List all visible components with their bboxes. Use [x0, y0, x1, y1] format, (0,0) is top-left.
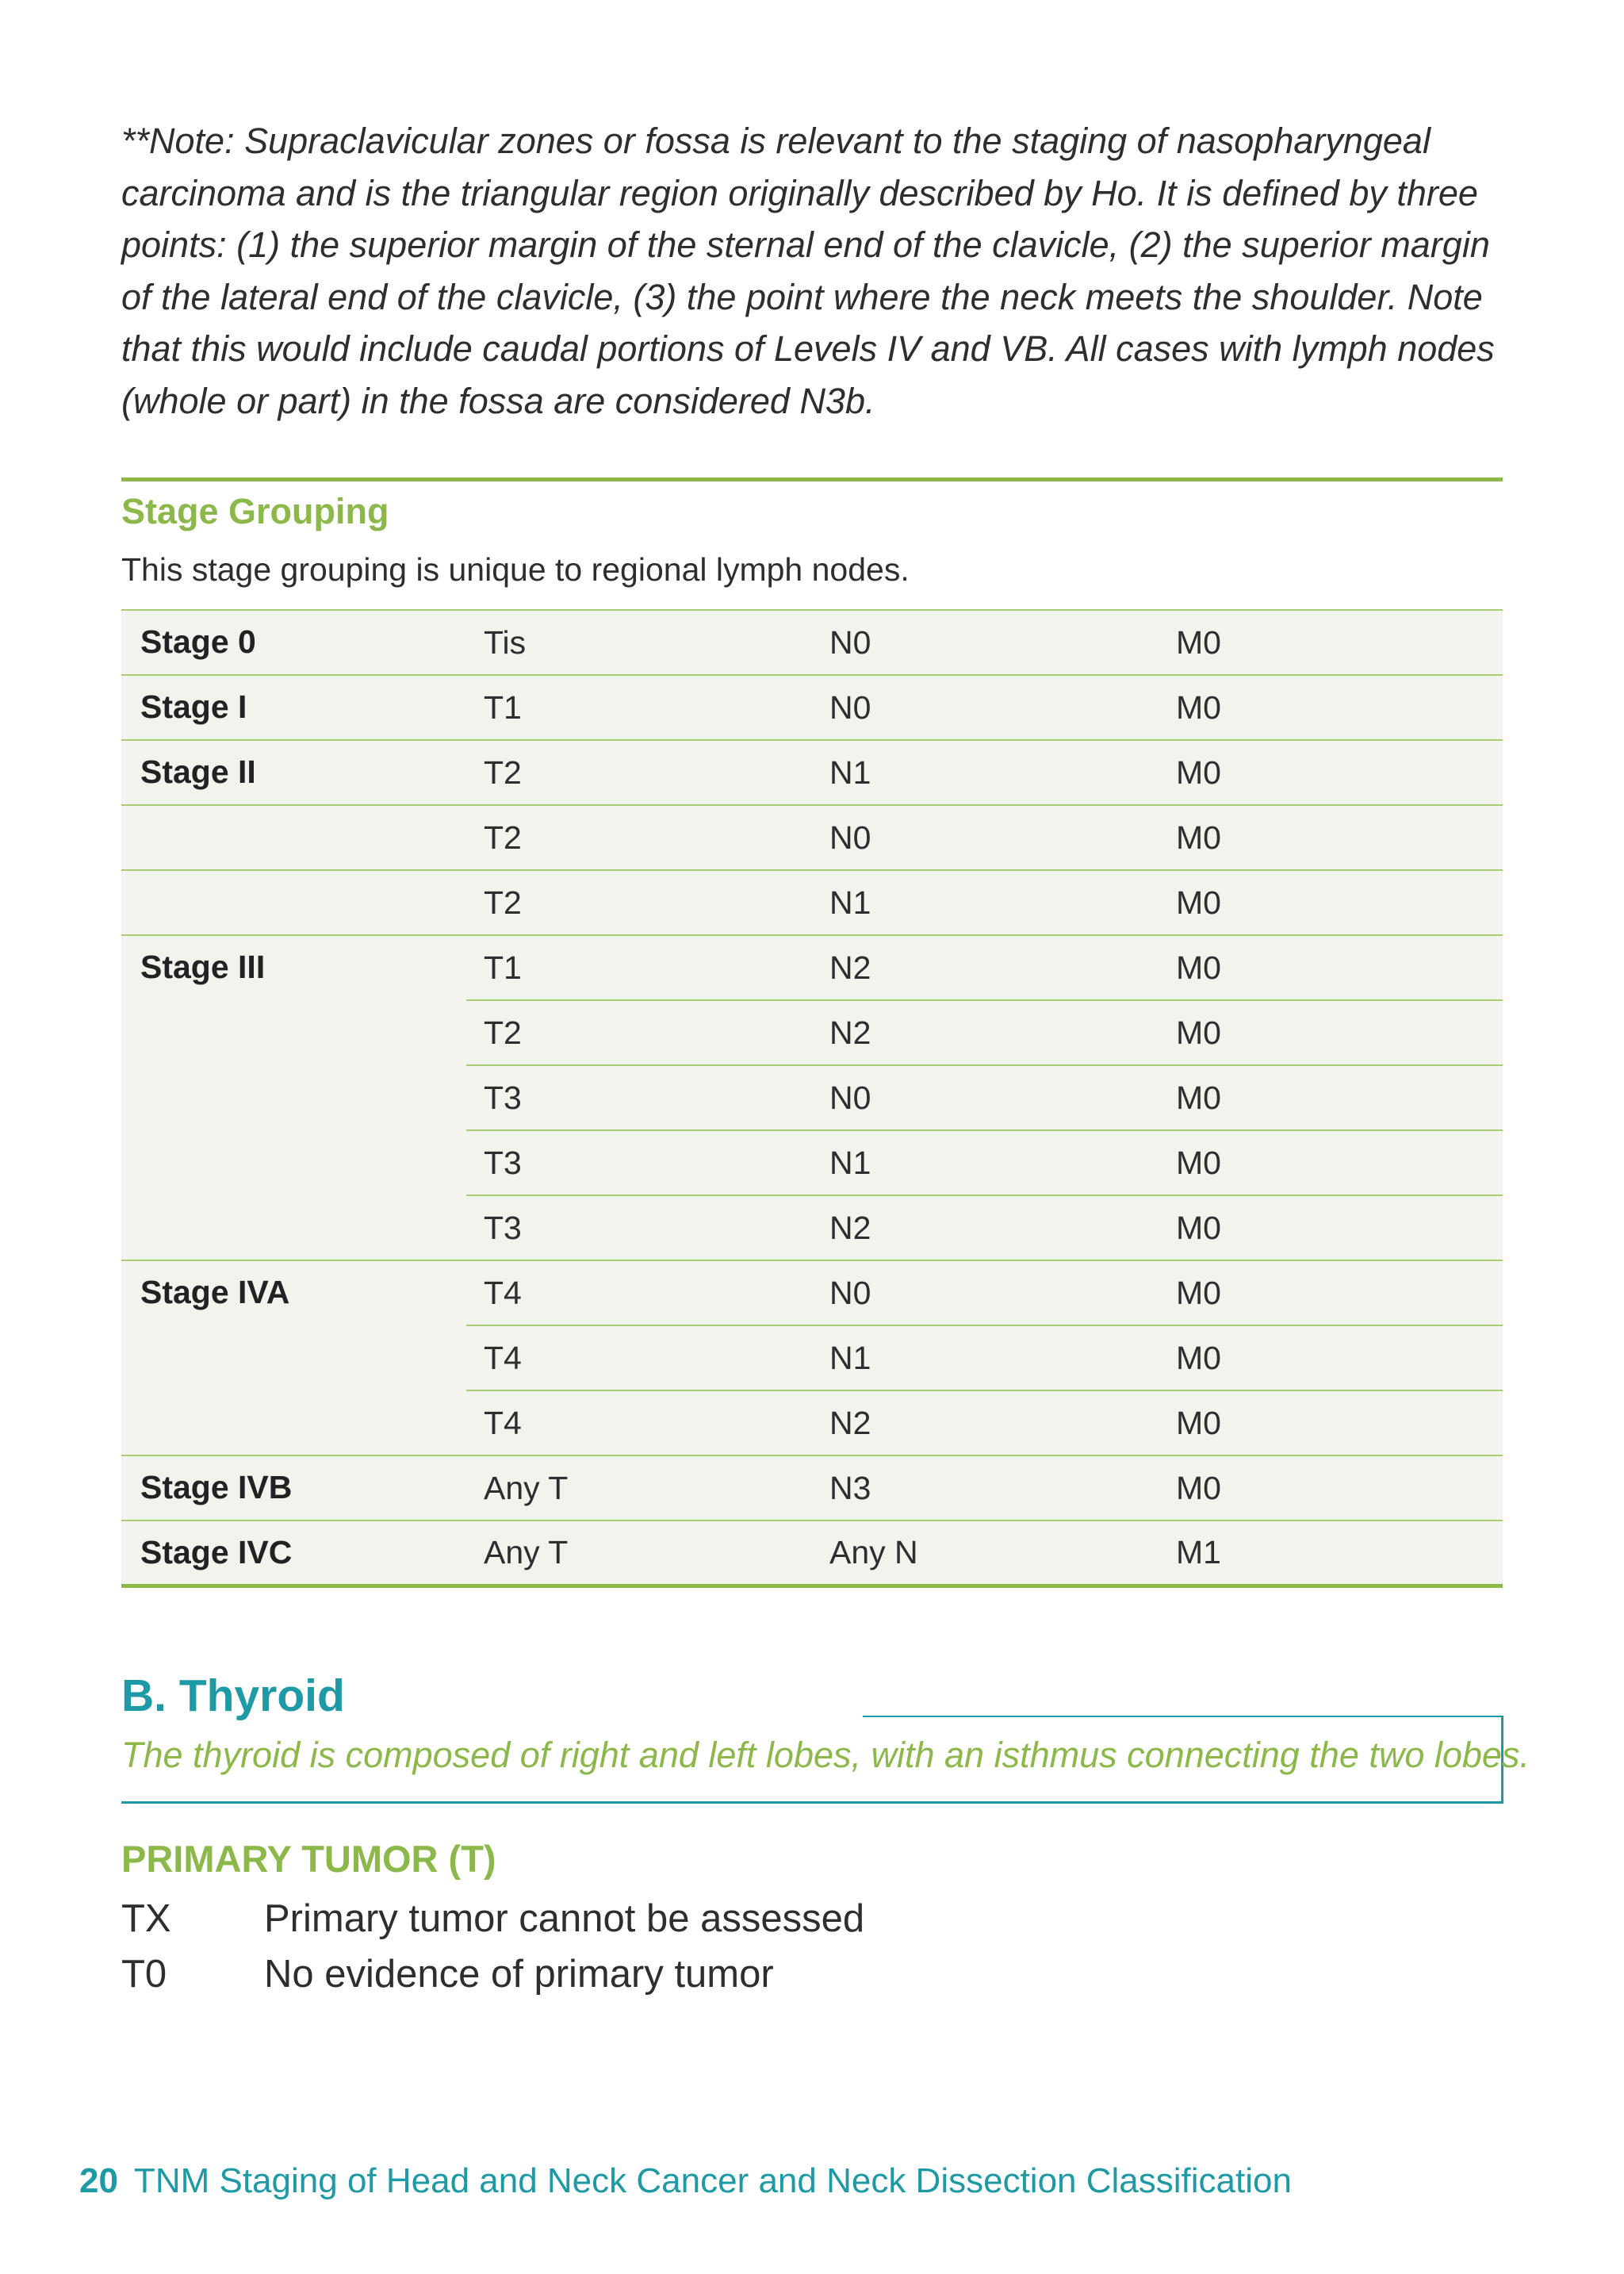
m-cell: M0 — [1159, 935, 1503, 1000]
m-cell: M0 — [1159, 1455, 1503, 1520]
table-row — [121, 1000, 1503, 1065]
n-cell: Any N — [812, 1520, 1159, 1586]
t-cell: T2 — [466, 870, 812, 935]
stage-cell: Stage I — [121, 675, 466, 740]
t-cell: Any T — [466, 1455, 812, 1520]
n-cell: N0 — [812, 1260, 1159, 1325]
tumor-definition: Primary tumor cannot be assessed — [264, 1897, 865, 1940]
stage-cell — [121, 1390, 466, 1455]
page-footer — [79, 2156, 1292, 2207]
t-cell: T3 — [466, 1195, 812, 1260]
t-cell: T2 — [466, 805, 812, 870]
stage-cell: Stage 0 — [121, 610, 466, 675]
stage-cell — [121, 1065, 466, 1130]
table-row — [121, 675, 1503, 740]
t-cell: T4 — [466, 1260, 812, 1325]
stage-cell — [121, 805, 466, 870]
table-row — [121, 1455, 1503, 1520]
note-line: points: (1) the superior margin of the sternal end of the clavicle, (2) the superior margin — [121, 224, 1490, 265]
t-cell: T3 — [466, 1130, 812, 1195]
table-row — [121, 1260, 1503, 1325]
m-cell: M0 — [1159, 1390, 1503, 1455]
t-cell: T3 — [466, 1065, 812, 1130]
m-cell: M0 — [1159, 1065, 1503, 1130]
n-cell: N0 — [812, 1065, 1159, 1130]
m-cell: M0 — [1159, 870, 1503, 935]
m-cell: M0 — [1159, 1130, 1503, 1195]
stage-cell: Stage IVA — [121, 1260, 466, 1325]
m-cell: M0 — [1159, 805, 1503, 870]
book-title: TNM Staging of Head and Neck Cancer and Neck Dissection Classification — [133, 2161, 1292, 2200]
n-cell: N1 — [812, 870, 1159, 935]
table-row — [121, 805, 1503, 870]
stage-grouping-top-rule — [121, 477, 1503, 481]
primary-tumor-title: PRIMARY TUMOR (T) — [121, 1838, 496, 1880]
note-line: of the lateral end of the clavicle, (3) the point where the neck meets the shoulder. Note — [121, 276, 1483, 317]
stage-cell — [121, 1325, 466, 1390]
t-cell: T2 — [466, 740, 812, 805]
thyroid-description: The thyroid is composed of right and left lobes, with an isthmus connecting the two lobes. — [121, 1735, 1530, 1775]
note-line: (whole or part) in the fossa are considered N3b. — [121, 380, 875, 421]
stage-cell — [121, 1130, 466, 1195]
n-cell: N2 — [812, 1390, 1159, 1455]
callout-top-rule — [863, 1716, 1503, 1717]
n-cell: N2 — [812, 1195, 1159, 1260]
note-line: carcinoma and is the triangular region originally described by Ho. It is defined by three — [121, 172, 1478, 213]
table-row — [121, 1520, 1503, 1586]
table-row — [121, 610, 1503, 675]
m-cell: M0 — [1159, 610, 1503, 675]
tumor-code: TX — [121, 1897, 171, 1940]
list-item — [121, 1948, 774, 2000]
m-cell: M0 — [1159, 675, 1503, 740]
t-cell: T1 — [466, 675, 812, 740]
stage-grouping-title: Stage Grouping — [121, 491, 389, 531]
t-cell: T4 — [466, 1390, 812, 1455]
m-cell: M1 — [1159, 1520, 1503, 1586]
table-row — [121, 935, 1503, 1000]
n-cell: N1 — [812, 1325, 1159, 1390]
stage-cell: Stage IVB — [121, 1455, 466, 1520]
table-row — [121, 740, 1503, 805]
callout-bottom-rule — [121, 1801, 1503, 1804]
supraclavicular-note — [121, 115, 1501, 427]
n-cell: N0 — [812, 805, 1159, 870]
t-cell: Tis — [466, 610, 812, 675]
table-row — [121, 1195, 1503, 1260]
n-cell: N3 — [812, 1455, 1159, 1520]
n-cell: N1 — [812, 740, 1159, 805]
tumor-code: T0 — [121, 1953, 167, 1996]
tumor-definition: No evidence of primary tumor — [264, 1953, 774, 1996]
m-cell: M0 — [1159, 1195, 1503, 1260]
stage-cell: Stage II — [121, 740, 466, 805]
stage-cell — [121, 870, 466, 935]
page-number: 20 — [79, 2161, 118, 2200]
table-row — [121, 1065, 1503, 1130]
stage-cell — [121, 1195, 466, 1260]
stage-cell: Stage IVC — [121, 1520, 466, 1586]
t-cell: T4 — [466, 1325, 812, 1390]
table-row — [121, 1130, 1503, 1195]
m-cell: M0 — [1159, 1260, 1503, 1325]
note-line: that this would include caudal portions of Levels IV and VB. All cases with lymph nodes — [121, 328, 1495, 369]
stage-cell: Stage III — [121, 935, 466, 1000]
n-cell: N0 — [812, 675, 1159, 740]
table-row — [121, 1390, 1503, 1455]
thyroid-section-title: B. Thyroid — [121, 1670, 345, 1721]
stage-grouping-table — [121, 609, 1503, 1588]
m-cell: M0 — [1159, 1325, 1503, 1390]
n-cell: N2 — [812, 1000, 1159, 1065]
t-cell: T1 — [466, 935, 812, 1000]
n-cell: N0 — [812, 610, 1159, 675]
n-cell: N1 — [812, 1130, 1159, 1195]
stage-grouping-subtitle: This stage grouping is unique to regional lymph nodes. — [121, 551, 910, 588]
note-line: **Note: Supraclavicular zones or fossa is relevant to the staging of nasopharyngeal — [121, 121, 1431, 161]
t-cell: T2 — [466, 1000, 812, 1065]
stage-cell — [121, 1000, 466, 1065]
t-cell: Any T — [466, 1520, 812, 1586]
list-item — [121, 1892, 864, 1945]
table-row — [121, 1325, 1503, 1390]
m-cell: M0 — [1159, 1000, 1503, 1065]
n-cell: N2 — [812, 935, 1159, 1000]
table-row — [121, 870, 1503, 935]
m-cell: M0 — [1159, 740, 1503, 805]
